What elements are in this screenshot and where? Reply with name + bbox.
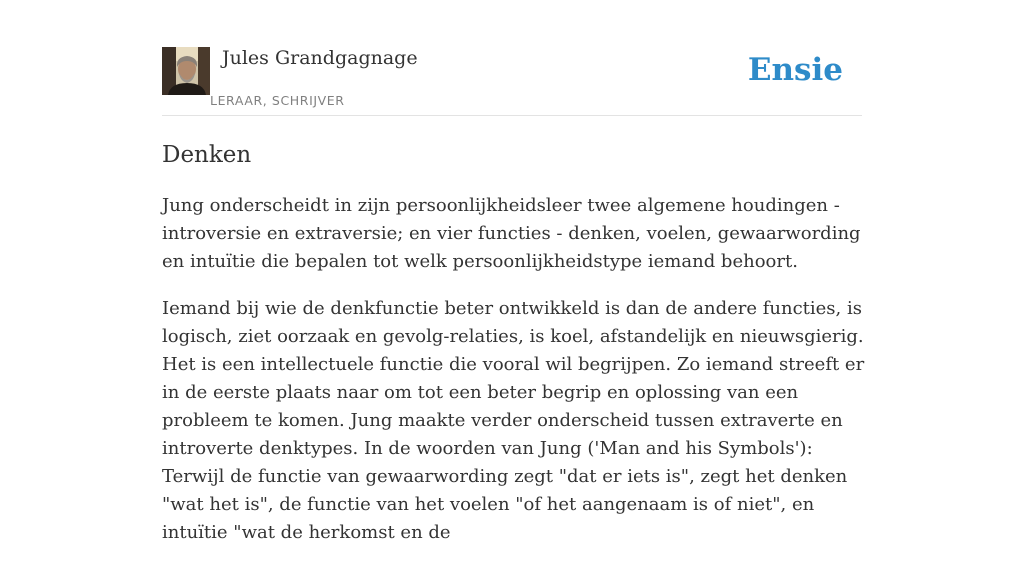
author-name[interactable]: Jules Grandgagnage (222, 47, 418, 69)
brand-logo[interactable]: Ensie (747, 52, 843, 88)
article-paragraph: Jung onderscheidt in zijn persoonlijkheidsleer twee algemene houdingen - introversie en extraversie; en vier functies - denken, voelen, gewaarwording en intuïtie die bepalen tot welk persoonlijkheidstype iemand behoort. (162, 195, 861, 272)
header-divider (162, 115, 862, 116)
author-avatar[interactable] (162, 47, 210, 95)
article-paragraph: Iemand bij wie de denkfunctie beter ontwikkeld is dan de andere functies, is logisch, ziet oorzaak en gevolg-relaties, is koel, afstandelijk en nieuwsgierig. Het is een intellectuele functie die vooral wil begrijpen. Zo iemand streeft er in de eerste plaats naar om tot een beter begrip en oplossing van een probleem te komen. Jung maakte verder onderscheid tussen extraverte en introverte denktypes. In de woorden van Jung ('Man and his Symbols'): Terwijl de functie van gewaarwording zegt "dat er iets is", zegt het denken "wat het is", de functie van het voelen "of het aangenaam is of niet", en intuïtie "wat de herkomst en de (162, 298, 865, 543)
article-title: Denken (162, 142, 252, 168)
person-photo-avatar-icon (162, 47, 210, 95)
author-role: LERAAR, SCHRIJVER (210, 93, 345, 108)
article-body (162, 192, 866, 566)
